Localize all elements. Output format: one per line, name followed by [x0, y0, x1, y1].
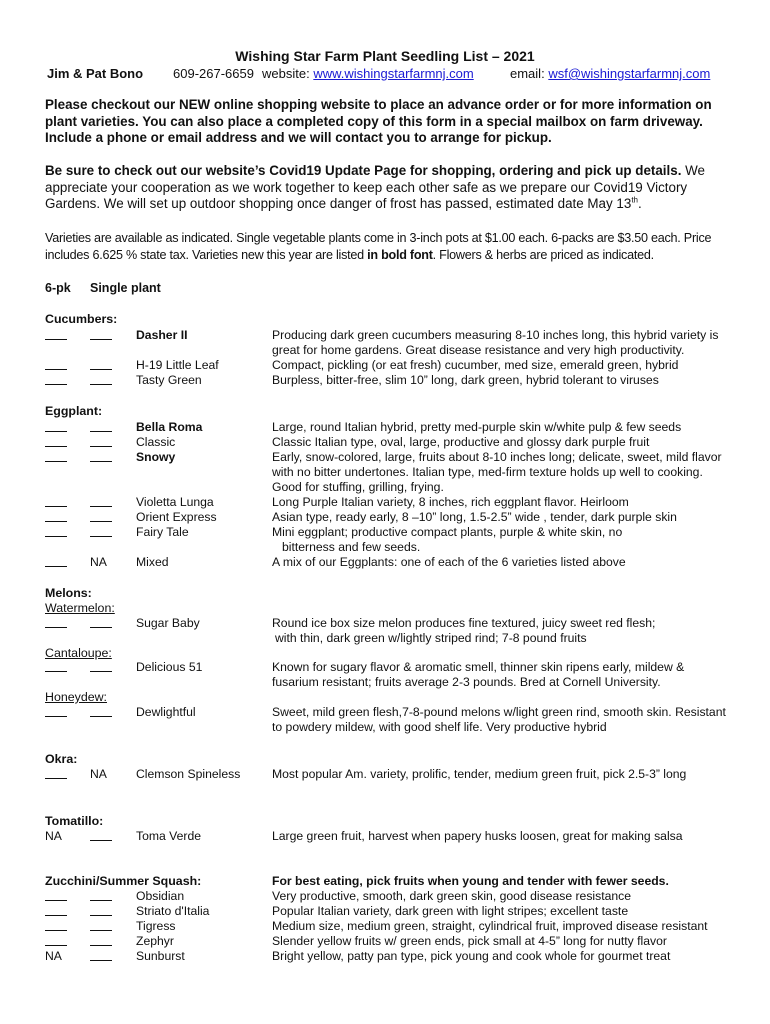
variety-name: H-19 Little Leaf	[136, 358, 219, 372]
order-6pk-blank[interactable]	[45, 934, 67, 950]
variety-name: Tigress	[136, 919, 176, 933]
category-cucumbers: Cucumbers:	[45, 312, 118, 326]
category-okra: Okra:	[45, 752, 78, 766]
variety-desc: Burpless, bitter-free, slim 10” long, dark green, hybrid tolerant to viruses	[272, 373, 659, 387]
variety-desc: Producing dark green cucumbers measuring 8-10 inches long, this hybrid variety is great for home gardens. Great disease resistance and very high productivity.	[272, 328, 719, 357]
bold-font-note: in bold font	[367, 247, 433, 262]
order-single-blank[interactable]	[90, 934, 112, 950]
variety-name: Toma Verde	[136, 829, 202, 843]
variety-name: Sugar Baby	[136, 616, 200, 630]
order-single-blank[interactable]	[90, 525, 112, 541]
order-single-blank[interactable]	[90, 829, 112, 845]
order-6pk-blank[interactable]	[45, 450, 67, 466]
order-6pk-blank[interactable]	[45, 358, 67, 374]
covid-details: We appreciate your cooperation as we work together to keep each other safe as we prepare our Covid19 Victory Gardens. We will set up outdoor shopping once danger of frost has passed, estimated date May 13	[45, 163, 706, 212]
variety-desc-line: Round ice box size melon produces fine textured, juicy sweet red flesh;	[272, 616, 656, 630]
order-single-blank[interactable]	[90, 919, 112, 935]
order-6pk-blank[interactable]	[45, 328, 67, 344]
order-6pk-blank[interactable]	[45, 420, 67, 436]
pricing-text-end: . Flowers & herbs are priced as indicated.	[432, 247, 654, 262]
not-available: NA	[90, 555, 107, 569]
website-info	[262, 66, 474, 81]
order-6pk-blank[interactable]	[45, 616, 67, 632]
variety-desc: Medium size, medium green, straight, cylindrical fruit, improved disease resistant	[272, 919, 708, 933]
variety-name: Mixed	[136, 555, 169, 569]
variety-name: Delicious 51	[136, 660, 203, 674]
website-label: website:	[262, 66, 310, 81]
variety-desc-line: with thin, dark green w/lightly striped rind; 7-8 pound fruits	[275, 631, 587, 645]
order-single-blank[interactable]	[90, 373, 112, 389]
order-single-blank[interactable]	[90, 328, 112, 344]
order-single-blank[interactable]	[90, 705, 112, 721]
variety-desc: Compact, pickling (or eat fresh) cucumber, med size, emerald green, hybrid	[272, 358, 679, 372]
website-link[interactable]: www.wishingstarfarmnj.com	[313, 66, 474, 81]
date-suffix: th	[631, 195, 638, 205]
variety-desc	[272, 616, 732, 646]
variety-desc: Very productive, smooth, dark green skin, good disease resistance	[272, 889, 632, 903]
order-single-blank[interactable]	[90, 495, 112, 511]
variety-name: Dewlightful	[136, 705, 196, 719]
order-6pk-blank[interactable]	[45, 373, 67, 389]
intro-covid-paragraph	[45, 163, 735, 213]
order-6pk-blank[interactable]	[45, 660, 67, 676]
variety-desc-line: bitterness and few seeds.	[282, 540, 421, 554]
variety-name: Orient Express	[136, 510, 217, 524]
order-single-blank[interactable]	[90, 616, 112, 632]
variety-desc: Classic Italian type, oval, large, productive and glossy dark purple fruit	[272, 435, 650, 449]
category-melons: Melons:	[45, 586, 92, 600]
variety-desc: Slender yellow fruits w/ green ends, pick small at 4-5” long for nutty flavor	[272, 934, 667, 948]
not-available: NA	[45, 829, 62, 843]
variety-name: Bella Roma	[136, 420, 203, 434]
variety-desc: Sweet, mild green flesh,7-8-pound melons w/light green rind, smooth skin. Resistant to powdery mildew, with good shelf life. Very productive hybrid	[272, 705, 726, 734]
order-single-blank[interactable]	[90, 904, 112, 920]
zucchini-note: For best eating, pick fruits when young and tender with fewer seeds.	[272, 874, 669, 888]
order-6pk-blank[interactable]	[45, 767, 67, 783]
order-single-blank[interactable]	[90, 420, 112, 436]
order-single-blank[interactable]	[90, 450, 112, 466]
order-6pk-blank[interactable]	[45, 889, 67, 905]
category-zucchini: Zucchini/Summer Squash:	[45, 874, 202, 888]
email-info	[510, 66, 710, 81]
variety-name: Dasher II	[136, 328, 188, 342]
not-available: NA	[90, 767, 107, 781]
variety-desc: Large green fruit, harvest when papery husks loosen, great for making salsa	[272, 829, 683, 843]
period: .	[637, 196, 642, 212]
variety-name: Fairy Tale	[136, 525, 189, 539]
variety-desc: Asian type, ready early, 8 –10” long, 1.5-2.5” wide , tender, dark purple skin	[272, 510, 677, 524]
order-single-blank[interactable]	[90, 435, 112, 451]
owner-names: Jim & Pat Bono	[47, 66, 144, 81]
variety-desc	[272, 525, 732, 555]
variety-desc: A mix of our Eggplants: one of each of the 6 varieties listed above	[272, 555, 626, 569]
order-single-blank[interactable]	[90, 660, 112, 676]
order-single-blank[interactable]	[90, 889, 112, 905]
pricing-paragraph	[45, 230, 735, 263]
variety-desc: Popular Italian variety, dark green with light stripes; excellent taste	[272, 904, 629, 918]
order-6pk-blank[interactable]	[45, 435, 67, 451]
order-6pk-blank[interactable]	[45, 510, 67, 526]
variety-desc: Early, snow-colored, large, fruits about 8-10 inches long; delicate, sweet, mild flavor with no bitter undertones. Italian type, med-firm texture holds up well to cooking. Good for stuffing, grilling, frying.	[272, 450, 722, 494]
document-title: Wishing Star Farm Plant Seedling List – 2021	[235, 48, 535, 64]
variety-name: Zephyr	[136, 934, 174, 948]
order-single-blank[interactable]	[90, 949, 112, 965]
variety-name: Sunburst	[136, 949, 185, 963]
variety-desc: Long Purple Italian variety, 8 inches, rich eggplant flavor. Heirloom	[272, 495, 629, 509]
order-single-blank[interactable]	[90, 358, 112, 374]
email-label: email:	[510, 66, 545, 81]
variety-desc: Known for sugary flavor & aromatic smell, thinner skin ripens early, mildew & fusarium resistant; fruits average 2-3 pounds. Bred at Cornell University.	[272, 660, 685, 689]
covid-notice: Be sure to check out our website’s Covid19 Update Page for shopping, ordering and pick up details.	[45, 163, 682, 178]
variety-name: Snowy	[136, 450, 176, 464]
variety-name: Obsidian	[136, 889, 185, 903]
variety-desc: Most popular Am. variety, prolific, tender, medium green fruit, pick 2.5-3” long	[272, 767, 687, 781]
variety-name: Striato d'Italia	[136, 904, 210, 918]
category-tomatillo: Tomatillo:	[45, 814, 104, 828]
order-6pk-blank[interactable]	[45, 919, 67, 935]
subcategory-honeydew: Honeydew:	[45, 690, 107, 704]
variety-name: Tasty Green	[136, 373, 202, 387]
variety-desc: Bright yellow, patty pan type, pick young and cook whole for gourmet treat	[272, 949, 671, 963]
variety-desc-line: Mini eggplant; productive compact plants, purple & white skin, no	[272, 525, 623, 539]
pricing-text: Varieties are available as indicated. Single vegetable plants come in 3-inch pots at $1.00 each. 6-packs are $3.50 each. Price includes 6.625 % state tax. Varieties new this year are listed	[45, 231, 712, 262]
phone-number: 609-267-6659	[173, 66, 254, 81]
variety-name: Clemson Spineless	[136, 767, 241, 781]
col-header-single: Single plant	[90, 281, 161, 295]
col-header-6pk: 6-pk	[45, 281, 71, 295]
order-single-blank[interactable]	[90, 510, 112, 526]
subcategory-cantaloupe: Cantaloupe:	[45, 646, 112, 660]
variety-desc: Large, round Italian hybrid, pretty med-purple skin w/white pulp & few seeds	[272, 420, 682, 434]
not-available: NA	[45, 949, 62, 963]
subcategory-watermelon: Watermelon:	[45, 601, 115, 615]
order-6pk-blank[interactable]	[45, 705, 67, 721]
intro-ordering-paragraph: Please checkout our NEW online shopping website to place an advance order or for more information on plant varieties. You can also place a completed copy of this form in a special mailbox on farm driveway. Include a phone or email address and we will contact you to arrange for pickup.	[45, 97, 712, 146]
email-link[interactable]: wsf@wishingstarfarmnj.com	[548, 66, 711, 81]
category-eggplant: Eggplant:	[45, 404, 103, 418]
order-6pk-blank[interactable]	[45, 525, 67, 541]
order-6pk-blank[interactable]	[45, 495, 67, 511]
order-6pk-blank[interactable]	[45, 555, 67, 571]
order-6pk-blank[interactable]	[45, 904, 67, 920]
variety-name: Classic	[136, 435, 176, 449]
variety-name: Violetta Lunga	[136, 495, 214, 509]
